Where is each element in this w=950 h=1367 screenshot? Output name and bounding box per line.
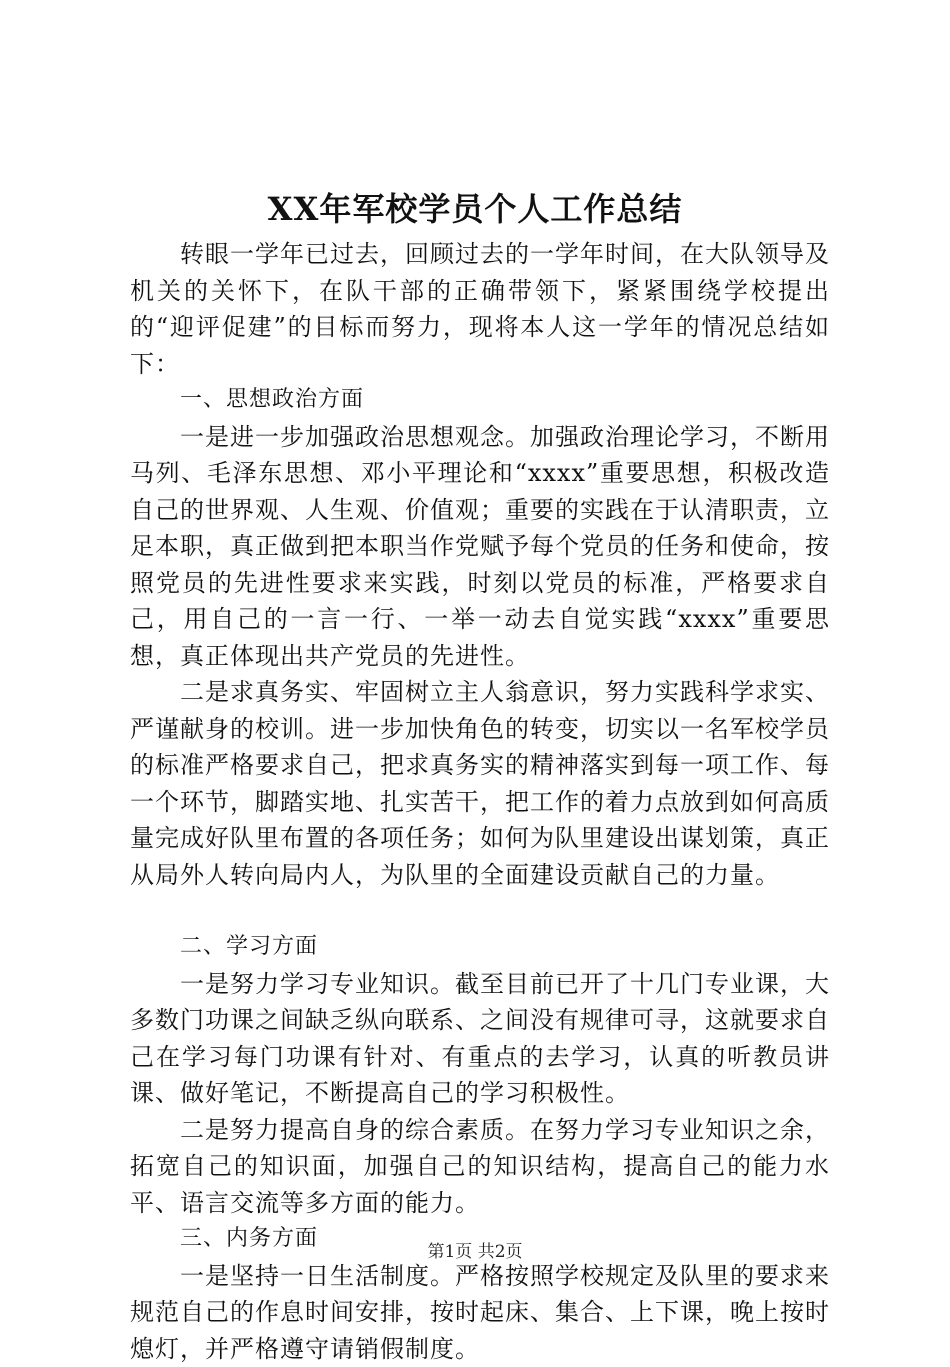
section-heading-ideology: 一、思想政治方面 [130, 382, 830, 419]
document-title: XX年军校学员个人工作总结 [0, 184, 950, 234]
study-paragraph-2: 二是努力提高自身的综合素质。在努力学习专业知识之余，拓宽自己的知识面，加强自己的知识结构，提高自己的能力水平、语言交流等多方面的能力。 [130, 1112, 830, 1222]
intro-paragraph: 转眼一学年已过去，回顾过去的一学年时间，在大队领导及机关的关怀下，在队干部的正确带领下，紧紧围绕学校提出的“迎评促建”的目标而努力，现将本人这一学年的情况总结如下： [130, 236, 830, 382]
study-paragraph-1: 一是努力学习专业知识。截至目前已开了十几门专业课，大多数门功课之间缺乏纵向联系、之间没有规律可寻，这就要求自己在学习每门功课有针对、有重点的去学习，认真的听教员讲课、做好笔记，不断提高自己的学习积极性。 [130, 966, 830, 1112]
housekeeping-paragraph-1: 一是坚持一日生活制度。严格按照学校规定及队里的要求来规范自己的作息时间安排，按时起床、集合、上下课，晚上按时熄灯，并严格遵守请销假制度。 [130, 1258, 830, 1367]
section-heading-study: 二、学习方面 [130, 929, 830, 966]
ideology-paragraph-2: 二是求真务实、牢固树立主人翁意识，努力实践科学求实、严谨献身的校训。进一步加快角色的转变，切实以一名军校学员的标准严格要求自己，把求真务实的精神落实到每一项工作、每一个环节，脚踏实地、扎实苦干，把工作的着力点放到如何高质量完成好队里布置的各项任务；如何为队里建设出谋划策，真正从局外人转向局内人，为队里的全面建设贡献自己的力量。 [130, 674, 830, 893]
page-number-footer: 第1页 共2页 [0, 1240, 950, 1264]
section-heading-housekeeping: 三、内务方面 [130, 1221, 830, 1258]
ideology-paragraph-1: 一是进一步加强政治思想观念。加强政治理论学习，不断用马列、毛泽东思想、邓小平理论和“xxxx”重要思想，积极改造自己的世界观、人生观、价值观；重要的实践在于认清职责，立足本职，真正做到把本职当作党赋予每个党员的任务和使命，按照党员的先进性要求来实践，时刻以党员的标准，严格要求自己，用自己的一言一行、一举一动去自觉实践“xxxx”重要思想，真正体现出共产党员的先进性。 [130, 419, 830, 675]
document-body [130, 236, 830, 1367]
